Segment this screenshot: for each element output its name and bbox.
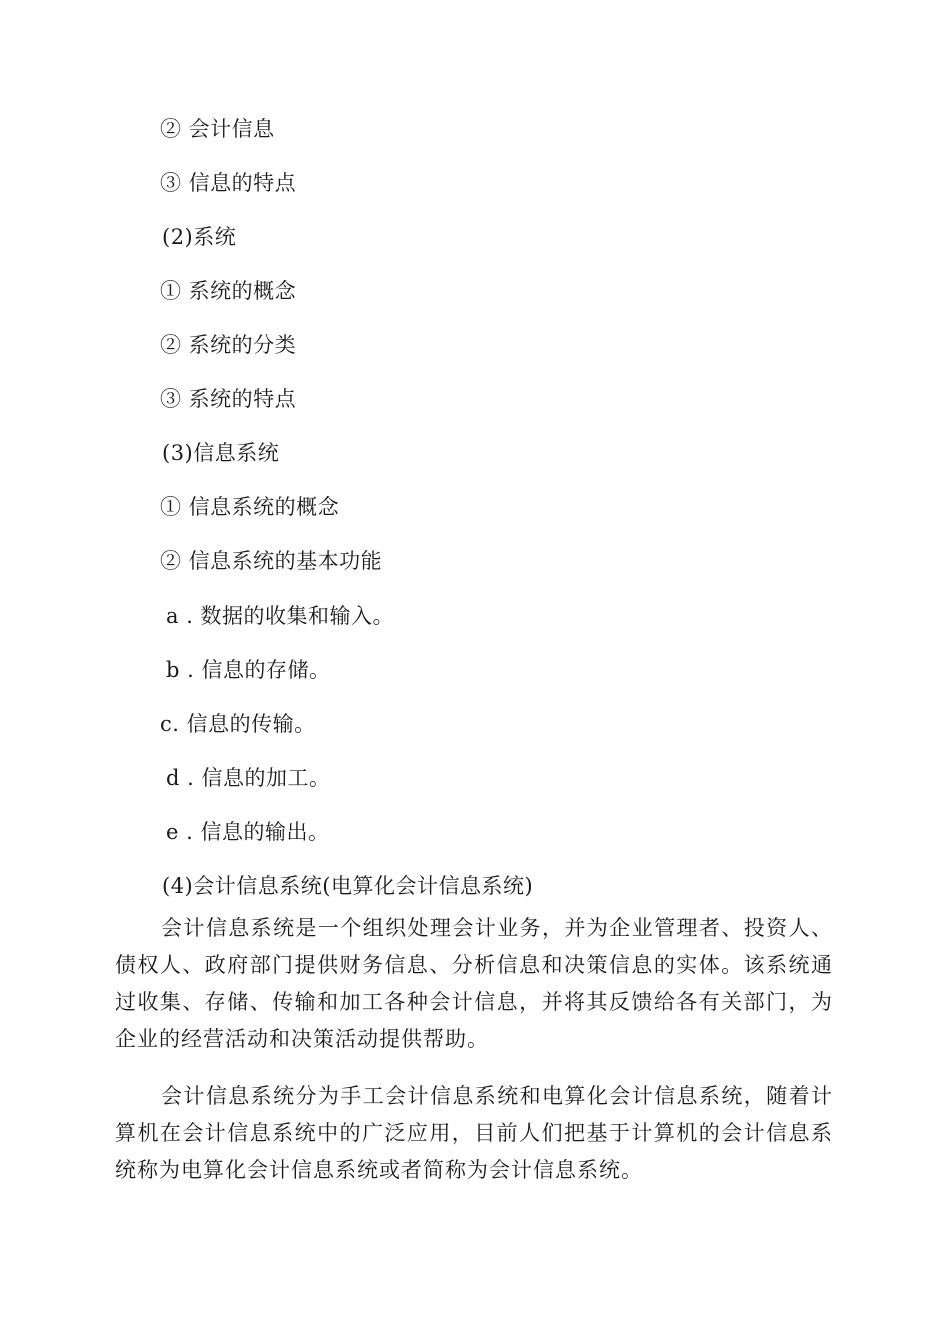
outline-item: ② 会计信息	[160, 117, 275, 141]
outline-item: ③ 信息的特点	[160, 171, 297, 195]
outline-item: ② 系统的分类	[160, 333, 297, 357]
section-heading: (3)信息系统	[162, 441, 280, 465]
body-paragraph: 会计信息系统分为手工会计信息系统和电算化会计信息系统，随着计算机在会计信息系统中的广泛应用，目前人们把基于计算机的会计信息系统称为电算化会计信息系统或者简称为会计信息系统。	[115, 1084, 833, 1182]
list-item: a . 数据的收集和输入。	[166, 604, 395, 628]
section-heading: (4)会计信息系统(电算化会计信息系统)	[162, 874, 534, 898]
section-heading: (2)系统	[162, 225, 237, 249]
list-item: c. 信息的传输。	[160, 712, 316, 736]
outline-item: ① 信息系统的概念	[160, 495, 340, 519]
outline-item: ③ 系统的特点	[160, 387, 297, 411]
outline-item: ② 信息系统的基本功能	[160, 549, 383, 573]
list-item: b . 信息的存储。	[166, 658, 331, 682]
list-item: e . 信息的输出。	[166, 820, 330, 844]
list-item: d . 信息的加工。	[166, 766, 331, 790]
outline-item: ① 系统的概念	[160, 279, 297, 303]
body-paragraph: 会计信息系统是一个组织处理会计业务，并为企业管理者、投资人、债权人、政府部门提供财务信息、分析信息和决策信息的实体。该系统通过收集、存储、传输和加工各种会计信息，并将其反馈给各有关部门，为企业的经营活动和决策活动提供帮助。	[115, 916, 833, 1051]
